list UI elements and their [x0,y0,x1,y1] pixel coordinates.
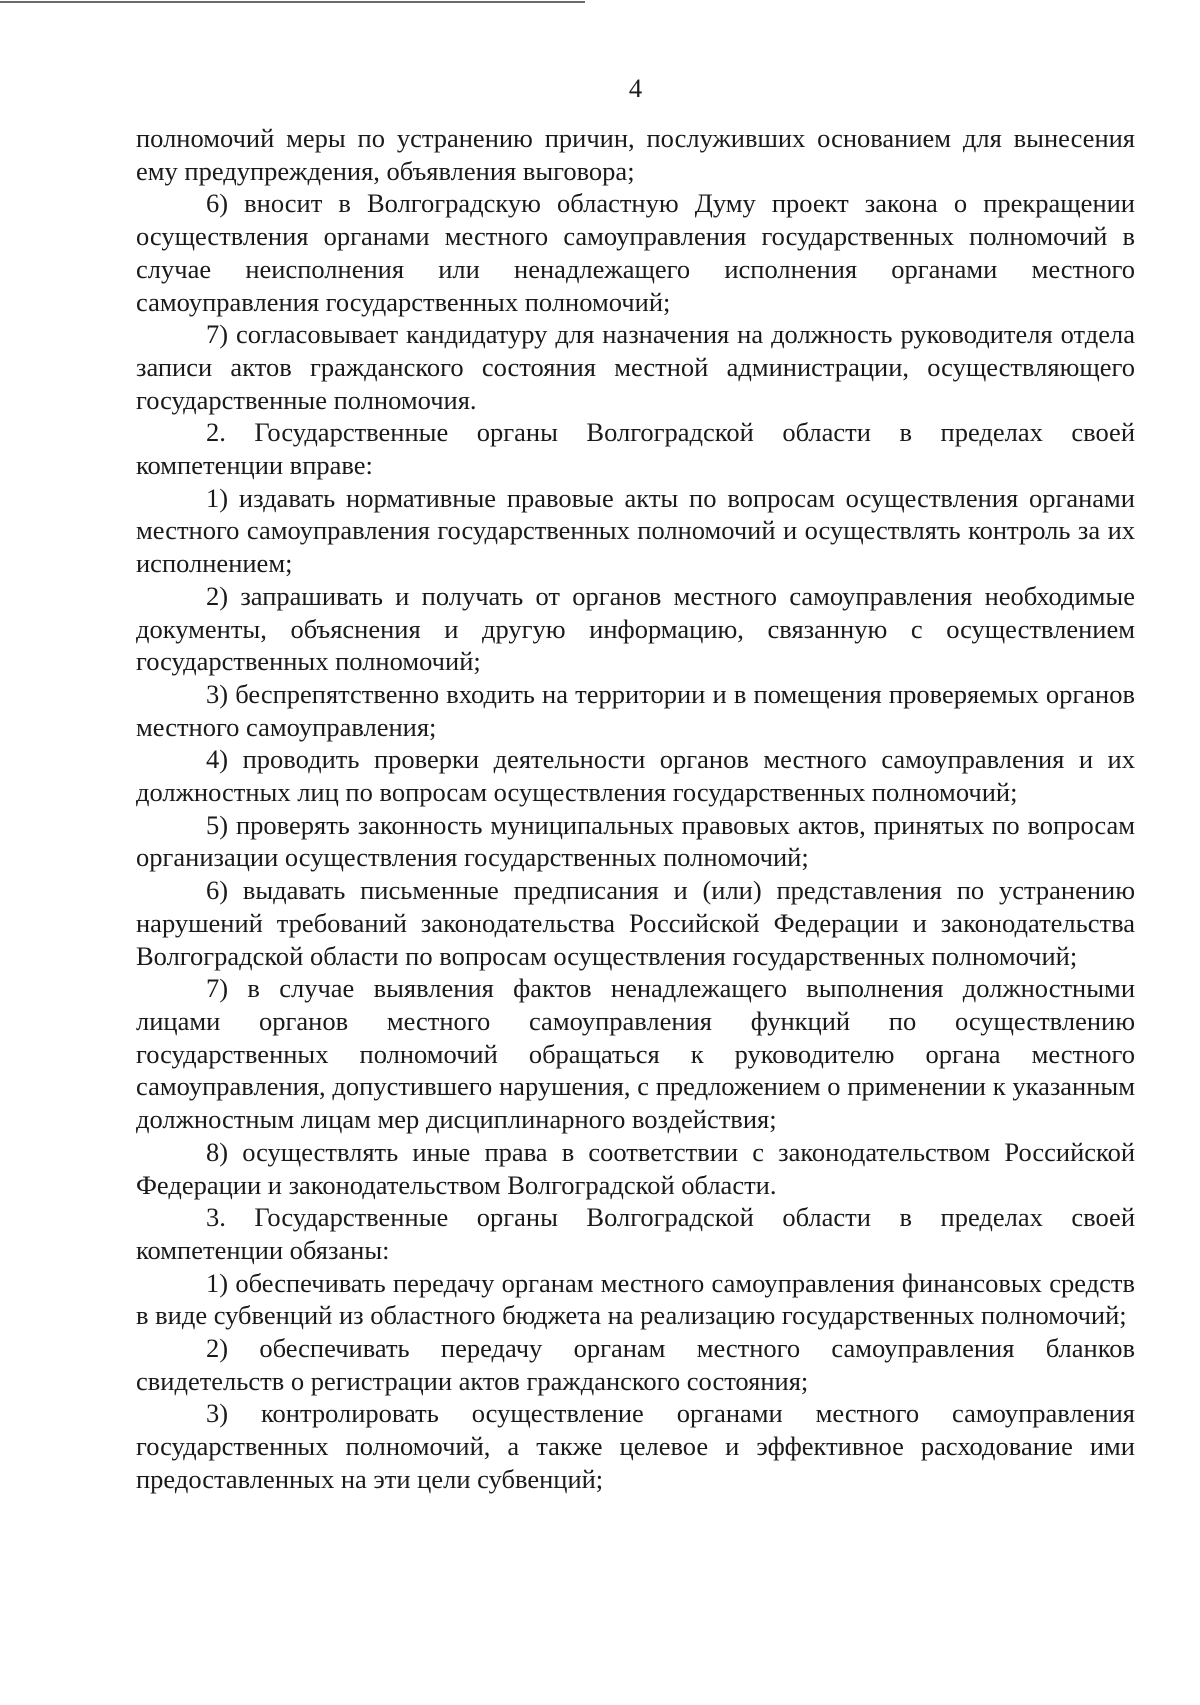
paragraph-continuation: полномочий меры по устранению причин, послуживших основанием для вынесения ему предупреждения, объявления выговора; [136,123,1135,186]
paragraph-item-6: 6) вносит в Волгоградскую областную Думу проект закона о прекращении осуществления органами местного самоуправления государственных полномочий в случае неисполнения или ненадлежащего исполнения органами местного самоуправления государственных полномочий; [136,188,1135,317]
page-number: 4 [628,73,643,103]
section-2-item-8: 8) осуществлять иные права в соответствии с законодательством Российской Федерации и законодательством Волгоградской области. [136,1136,1135,1200]
section-3-heading: 3. Государственные органы Волгоградской области в пределах своей компетенции обязаны: [136,1202,1135,1265]
section-2-item-7: 7) в случае выявления фактов ненадлежащего выполнения должностными лицами органов местного самоуправления функций по осуществлению государственных полномочий обращаться к руководителю органа местного самоуправления, допустившего нарушения, с предложением о применении к указанным должностным лицам мер дисциплинарного воздействия; [136,973,1135,1135]
section-3-item-2: 2) обеспечивать передачу органам местного самоуправления бланков свидетельств о регистрации актов гражданского состояния; [136,1333,1135,1396]
section-2-heading: 2. Государственные органы Волгоградской области в пределах своей компетенции вправе: [136,417,1135,481]
section-3-item-3: 3) контролировать осуществление органами местного самоуправления государственных полномочий, а также целевое и эффективное расходование ими предоставленных на эти цели субвенций; [136,1398,1135,1494]
document-page [136,72,1135,1496]
section-2-item-3: 3) беспрепятственно входить на территории и в помещения проверяемых органов местного самоуправления; [136,678,1135,742]
section-2-item-5: 5) проверять законность муниципальных правовых актов, принятых по вопросам организации осуществления государственных полномочий; [136,809,1135,873]
scan-edge-line [0,1,585,3]
section-2-item-4: 4) проводить проверки деятельности органов местного самоуправления и их должностных лиц по вопросам осуществления государственных полномочий; [136,744,1135,808]
paragraph-item-7: 7) согласовывает кандидатуру для назначения на должность руководителя отдела записи актов гражданского состояния местной администрации, осуществляющего государственные полномочия. [136,319,1135,415]
section-3-item-1: 1) обеспечивать передачу органам местного самоуправления финансовых средств в виде субвенций из областного бюджета на реализацию государственных полномочий; [136,1267,1135,1331]
section-2-item-2: 2) запрашивать и получать от органов местного самоуправления необходимые документы, объяснения и другую информацию, связанную с осуществлением государственных полномочий; [136,580,1135,677]
section-2-item-1: 1) издавать нормативные правовые акты по вопросам осуществления органами местного самоуправления государственных полномочий и осуществлять контроль за их исполнением; [136,482,1135,579]
section-2-item-6: 6) выдавать письменные предписания и (или) представления по устранению нарушений требований законодательства Российской Федерации и законодательства Волгоградской области по вопросам осуществления государственных полномочий; [136,875,1135,971]
